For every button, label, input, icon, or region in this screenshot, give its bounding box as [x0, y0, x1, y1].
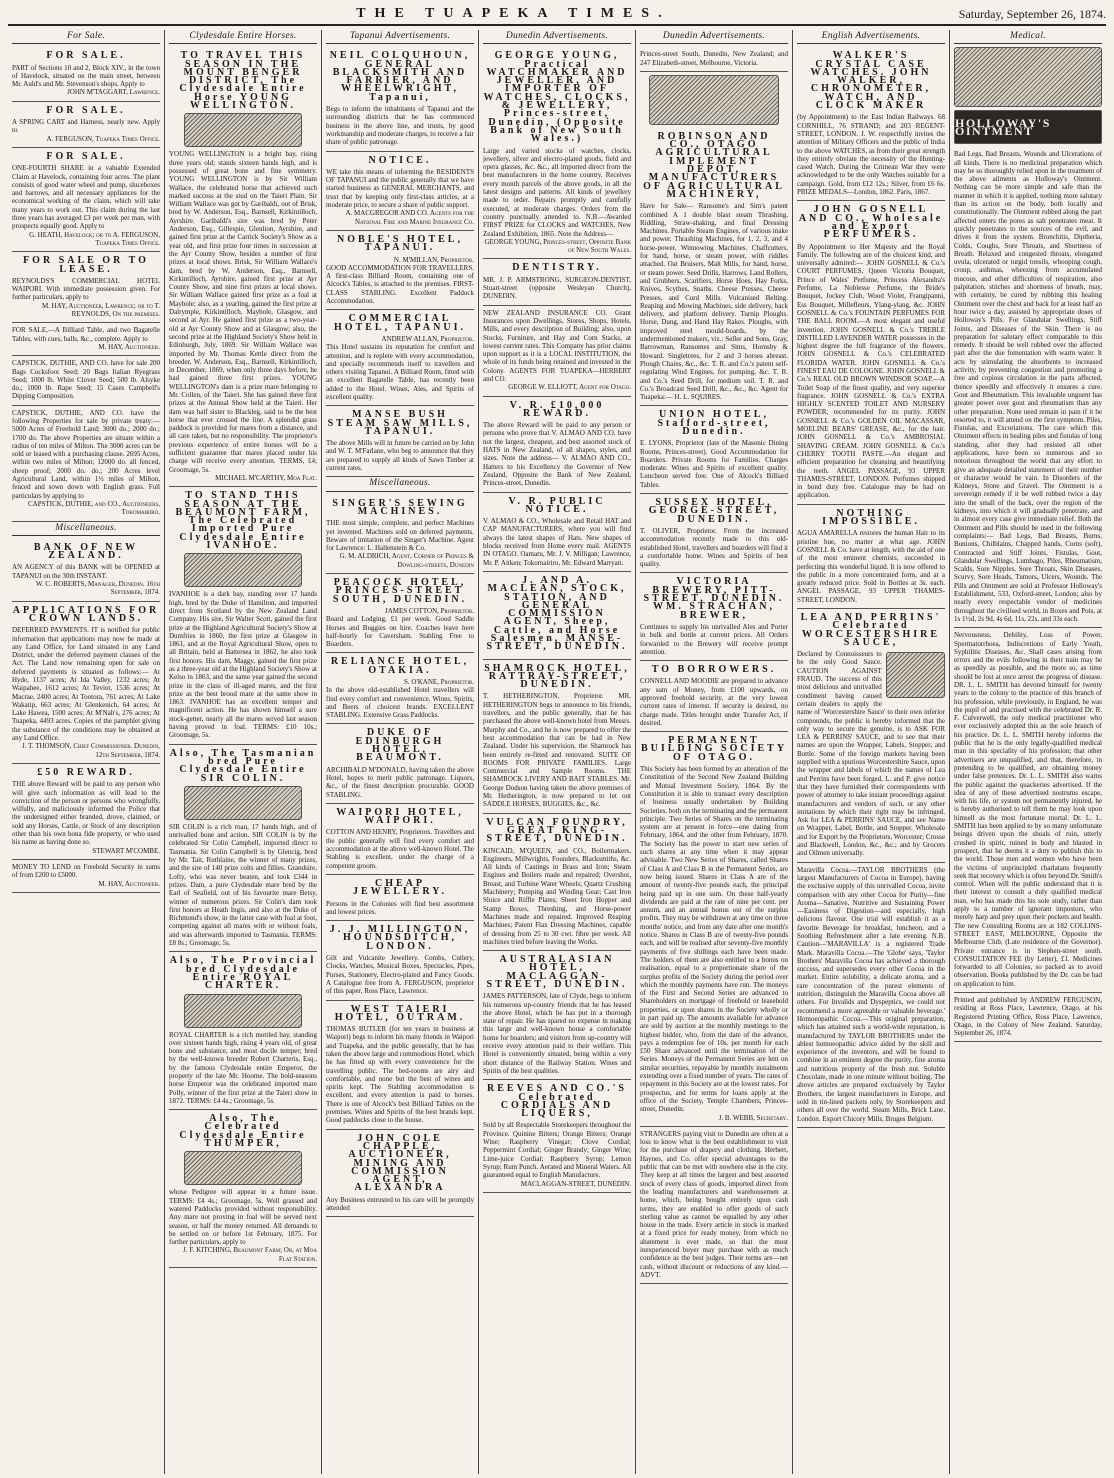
ad-block [640, 732, 788, 1127]
ad-block [12, 102, 160, 148]
ad-headline: WAIPORI HOTEL, WAIPORI. [336, 806, 464, 827]
horse-engraving [184, 786, 302, 820]
ad-block [640, 661, 788, 732]
ad-body: NEW ZEALAND INSURANCE CO. Grant Insurances upon Dwellings, Stores, Shops, Hotels, Mills, and every description of Building; also, upon Stocks, Furniture, and Hay and Corn Stacks, at lowest current rates. This Company has prior claims upon support as it is a LOCAL INSTITUTION, the whole of its funds being retained and invested in the Colony. AGENTS FOR TUAPEKA—HERBERT and CO. [483, 308, 631, 383]
ad-headline: UNION HOTEL, Stafford-street, Dunedin. [657, 409, 771, 437]
horse-engraving [184, 113, 302, 147]
ad-block [483, 951, 631, 1080]
ad-headline: J. AND A. MACLEAN, STOCK, STATION, AND GENERAL COMMISSION AGENT, Sheep, Cattle, and Horse Salesmen, MANSE-STREET, DUNEDIN. [486, 574, 628, 653]
ad-signature: M. HAY, Auctioneer. [98, 879, 160, 888]
ad-headline: V. R. PUBLIC NOTICE. [508, 495, 606, 515]
ad-block [169, 1110, 317, 1268]
ad-headline: WEST TAIERI HOTEL, OUTRAM. [334, 1003, 466, 1023]
ad-body: IVANHOE is a dark bay, standing over 17 hands high, bred by the Duke of Hamilton, and imported direct from Scotland by the New Zealand Land Company. His sire, Sir Walter Scott, gained the first prize at the Highland Agricultural Society's Show at Dumfries in 1860, the first prize at Glasgow in 1861, and at the Royal Agricultural Show, open to all Britain, held at Battersea in 1862, he also took first honors. His dam, Maggy, gained the first prize as a three-year old at the Highland Society's Show at Kelso in 1863, and the same year gained the second prize in the class of ill-aged mares, and the first prize as the best brood mare at the same show in 1863. IVANHOE has an excellent temper and magnificent action. He has shown himself a sure stock-getter, nearly all the mares served last season having proved in foal. TERMS: £10 10s.; Groomage, 5s. [169, 590, 317, 740]
ad-body: FOR SALE,—A Billiard Table, and two Bagatelle Tables, with cues, balls, &c., complete. Apply to [12, 326, 160, 343]
ad-block [169, 952, 317, 1110]
ad-headline: FOR SALE OR TO LEASE. [23, 255, 149, 275]
ad-signature: J. B. WEBB, Secretary. [718, 1113, 788, 1122]
ad-block [12, 860, 160, 893]
ad-block [169, 47, 317, 487]
ad-headline: SINGER'S SEWING MACHINES. [332, 497, 468, 517]
ad-block [483, 572, 631, 660]
ad-body: COTTON AND HENRY, Proprietors. Travellers and the public generally will find every comfort and accommodation at the above well-known Hotel. The Stabling is excellent, under the charge of a competent groom. [326, 828, 474, 870]
ad-headline: Also, The Provincial bred Clydesdale Entire ROYAL CHARTER. [169, 955, 317, 992]
column-subheading: Miscellaneous. [12, 522, 160, 536]
ad-body: AGUA AMARELLA restores the human Hair to its pristine hue, no matter at what age. JOHN GOSNELL & Co. have at length, with the aid of one of the most eminent chemists, succeeded in perfecting this wonderful liquid. It is now offered to the public in a more concentrated form, and at a greatly reduced price. Sold in Bottles at 3s. each. ANGEL PASSAGE, 93 UPPER THAMES-STREET, LONDON. [797, 529, 945, 604]
ad-body: Continues to supply his unrivalled Ales and Porter in bulk and bottle at current prices. All Orders forwarded to the Brewery will receive prompt attention. [640, 622, 788, 656]
ad-signature: G. HEATH, Havelock; or to A. FERGUSON, Tuapeka Times Office. [29, 230, 160, 247]
ad-block [12, 539, 160, 602]
ad-signature: M. HAY, Auctioneer. [98, 342, 160, 351]
ad-block [12, 148, 160, 252]
ad-block [326, 406, 474, 477]
column-heading: Dunedin Advertisements. [640, 30, 788, 44]
ad-headline: FOR SALE. [46, 50, 126, 62]
ad-body: WE take this means of informing the RESIDENTS OF TAPANUI and the public generally that we have started business as GENERAL MERCHANTS, and trust that by keeping only first-class articles, at a moderate price, to secure a share of public support. [326, 167, 474, 210]
ad-headline: JOHN GOSNELL AND CO., Wholesale and Export PERFUMERS. [798, 204, 944, 241]
ad-block [483, 397, 631, 493]
ad-block [954, 147, 1102, 628]
horse-engraving [184, 553, 302, 587]
ad-body: PART of Sections 10 and 2, Block XIV., in the town of Havelock, situated on the main street, between Mr. Auld's and Mr. Stevenson's shops. Apply to [12, 63, 160, 89]
ad-block [640, 1127, 788, 1284]
ad-block [12, 47, 160, 101]
ad-block [954, 628, 1102, 993]
ad-block [483, 814, 631, 951]
ad-block [169, 487, 317, 744]
ad-block [12, 356, 160, 405]
ad-body: Declared by Connoisseurs to be the only Good Sauce. CAUTION AGAINST FRAUD. The success of this most delicious and unrivalled condiment having caused certain dealers to apply the name of 'Worcestershire Sauce' to their own inferior compounds, the public is hereby informed that the only way to secure the genuine, is to ASK FOR LEA & PERRINS' SAUCE, and to see that their names are upon the Wrapper, Labels, Stopper, and Bottle. Some of the foreign markets having been supplied with a spurious Worcestershire Sauce, upon the wrapper and labels of which the names of Lea and Perrins have been forged, L. and P. give notice that they have furnished their correspondents with power of attorney to take instant proceedings against manufacturers and vendors of such, or any other imitations by which their right may be infringed. Ask for LEA & PERRINS' SAUCE, and see Name on Wrapper, Label, Bottle, and Stopper. Wholesale and for Export by the Proprietors, Worcester; Crosse and Blackwell, London, &c., &c.; and by Grocers and Oilmen universally. [797, 650, 945, 858]
ad-body: REYNOLDS'S COMMERCIAL HOTEL WAIPORI. With immediate possession given. For further particulars, apply to [12, 276, 160, 302]
sauce-bottle-engraving [886, 652, 945, 698]
ad-headline: TO STAND THIS SEASON AT THE BEAUMONT FARM, The Celebrated Imported Pure Clydesdale Entire IVANHOE. [175, 490, 311, 552]
issue-date: Saturday, September 26, 1874. [958, 7, 1106, 21]
ad-headline: VICTORIA BREWERY, PITT-STREET, DUNEDIN. WM. STRACHAN, BREWER, [643, 576, 785, 621]
ad-body: JAMES PATTERSON, late of Clyde, begs to inform his numerous up-country friends that he has leased the above Hotel, which he has put in a thorough state of repair. He has spared no expense in making this large and well-known house a comfortable home for boarders; and visitors from up-country will receive every attention paid to their welfare. This Hotel is conveniently situated, being within a very short distance of the Railway Station. Wines and Spirits of the best qualities. [483, 992, 631, 1075]
ad-headline: FOR SALE. [46, 104, 126, 116]
column-heading: For Sale. [12, 30, 160, 44]
ad-body: Princes-street South, Dunedin, New Zealand; and 247 Elizabeth-street, Melbourne, Victoria. [640, 50, 788, 67]
ad-block [640, 406, 788, 494]
ad-headline: PERMANENT BUILDING SOCIETY OF OTAGO. [640, 735, 788, 763]
ad-block [483, 47, 631, 259]
column-heading: Dunedin Advertisements. [483, 30, 631, 44]
column-heading: Tapanui Advertisements. [326, 30, 474, 44]
ad-block [326, 47, 474, 151]
ad-body: ONE-FOURTH SHARE in a valuable Extended Claim at Havelock, containing four acres. The plant consists of good water wheel and pump, sluceboxes and barrows, and all necessary appliances for the economical working of the claim, which will take many years to work out. This claim during the last three years has averaged £3 per week per man, with prospects equally good. Apply to [12, 164, 160, 231]
ad-headline: REEVES AND CO.'S Celebrated CORDIALS AND LIQUERS, [487, 1083, 627, 1120]
ad-block [12, 252, 160, 323]
ad-body: Begs to inform the inhabitants of Tapanui and the surrounding districts that he has commenced business in the above line, and trusts, by good workmanship and moderate charges, to receive a fair share of public patronage. [326, 105, 474, 147]
ad-headline: LEA AND PERRINS' Celebrated WORCESTERSHIRE SAUCE, [800, 612, 942, 648]
ad-body: Maravilla Cocoa.—TAYLOR BROTHERS (the largest Manufacturers of Cocoa in Europe), having the exclusive supply of this unrivalled Cocoa, invite comparison with any other Cocoa for Purity—fine Aroma—Sanative, Nutritive and Sustaining Power—Easiness of Digestion—and especially, high delicious flavour. One trial will establish it as a favorite Beverage for breakfast, luncheon, and a Soothing Refreshment after a late evening. N.B. Caution—'MARAVILLA' is a registered Trade Mark. Maravilla Cocoa.—The 'Globe' says, 'Taylor Brothers' Maravilla Cocoa has achieved a thorough success, and supersedes every other Cocoa in the market. Entire solubility, a delicate aroma, and a rare concentration of the purest elements of nutrition, distinguish the Maravilla Cocoa above all others. For Invalids and Dyspeptics, we could not recommend a more agreeable or valuable beverage.' Homoeopathic Cocoa.—This original preparation, which has attained such a world-wide reputation, is manufactured by TAYLOR BROTHERS under the ablest homoeopathic advice aided by the skill and experience of the inventors, and will be found to combine in an eminent degree the purity, fine aroma and nutritious property of the fresh nut. Soluble Chocolate, made in one minute without boiling. The above articles are prepared exclusively by Taylor Brothers, the largest manufacturers in Europe, and sold in tin-lined packets only, by Storekeepers and others all over the world. Steam Mills, Brick Lane, London. Export Chicory Mills, Bruges Belgium. [797, 865, 945, 1123]
ad-signature: GEORGE YOUNG, Princes-street, Opposite Bank of New South Wales. [484, 237, 631, 255]
ad-block [640, 47, 788, 72]
ad-signature: A. MACGREGOR AND CO. Agents for the National Fire and Marine Insurance Co. [345, 209, 474, 226]
ad-body: DEFERRED PAYMENTS. IT is notified for public information that applications may now be made at any Land Office, for Land situated in any Land District, under the deferred payment clauses of the Act. The Land now remaining open for sale on deferred payments is situated as follows:— At Hyde, 1137 acres; At Ida Valley, 1232 acres; At Waipahee, 1612 acres; At Teviot, 1536 acres; At Macrae, 2400 acres; At Tootora, 761 acres; At Lake Wakatip, 663 acres; At Glenkenich, 64 acres; At Lake Hawea, 1500 acres; At M'Nab's, 276 acres; At Tuapeka, 4493 acres. Copies of the pamphlet giving the substance of the conditions may be obtained at any Land Office. [12, 626, 160, 743]
ad-block [326, 495, 474, 574]
ad-body: GOOD ACCOMMODATION FOR TRAVELLERS. A first-class Billiard Room, containing one of Alcock's Tables, is attached to the premises. FIRST-CLASS STABLING. Excellent Paddock Accommodation. [326, 263, 474, 306]
ad-block [326, 152, 474, 231]
ad-signature: G. M. ALDRICH, Agent, Corner of Princes & Dowling-streets, Dunedin [339, 552, 474, 569]
ad-signature: ANDREW ALLAN, Proprietor. [381, 334, 474, 343]
ad-headline: FOR SALE. [46, 150, 126, 162]
ad-block [326, 310, 474, 406]
imprint [954, 993, 1102, 1042]
ad-signature: M. HAY, Auctioneer, Lawrence; or to T. REYNOLDS, On the premises. [41, 301, 160, 319]
ad-headline: NOBLE'S HOTEL, TAPANUI. [337, 233, 463, 254]
ad-body: A SPRING CART and Harness, nearly new. Apply to [12, 118, 160, 135]
masthead [8, 4, 1106, 26]
ad-headline: VULCAN FOUNDRY, GREAT KING-STREET, DUNEDIN. [486, 816, 628, 845]
ad-block [12, 323, 160, 356]
ad-block [12, 764, 160, 860]
column-heading: Medical. [954, 30, 1102, 44]
ad-body: CAPSTICK, DUTHIE, AND CO. have the following Properties for sale by private treaty:— 5000 Acres of Freehold Land; 3000 do.; 2000 do.; 1700 do. The above Properties are situate within a radius of ten miles of Milton. The 3000 acres can be sold or leased with a purchasing clause. 2695 Acres, within two miles of Milton; 12000 do. all fenced, sheep proof; 2000 do. do.; 200 Acres level Agricultural Land, within 1½ miles of Milton, fenced and sown down with English grass. Full particulars by applying to [12, 408, 160, 500]
ad-body: YOUNG WELLINGTON is a bright bay, rising three years old; stands sixteen hands high, and is possessed of great bone and fine symmetry. YOUNG WELLINGTON is by Sir William Wallace, the celebrated horse that achieved such marked success at the stud on the Taieri Plain. Sir William Wallace was got by Garibaldi, out of Brisk, bred by W. Anderson, Esq., Barnsell, Kirkintilloch, Ayrshire. Garibaldi's sire was bred by Peter Anderson, Esq., Gillespie, Glenlion, Ayrshire, and gained first prize at the Carrick Society's Show as a year old, and first prize four times in succession at the Ayr County Show, besides a number of first prizes at local shows. Brisk, Sir William Wallace's dam, bred by W. Anderson, Esq., Barnsell, Kirkintilloch, Ayrshire, gained first prize at Ayr County Show, and nine first prizes at local shows. Sir William Wallace gained first prize as a foal at Maybole; also, as a yearling, gained the first prize at Dalrymple, Kirkintilloch, Maybole, Glasgow, and second at Ayr. He gained first prize as a two-year-old at Ayr County Show and at Glasgow; also, the second prize at the Highland Society's Show held in Edinburgh, July, 1869. Sir William Wallace was imported by Mr. Thomas Kettle direct from the breeder, W. Anderson, Esq., Barnsell, Kirkintilloch, in December, 1869, when only three days before, he had gained three first prizes. YOUNG WELLINGTON's dam is a prize mare belonging to Mr. Collen, of the Taieri. She has gained three first prizes at the Annual Show held at the Taieri. Her dam was half sister to Blackleg, said to be the best horse that ever crossed the line. A splendid grass paddock is provided for mares from a distance, and all care taken, but no responsibility. The proprietor's previous experience of entire horses will be a sufficient guarantee that mares placed under his charge will receive every attention. TERMS, £4; Groomage, 5s. [169, 150, 317, 474]
ad-headline: J. J. MILLINGTON, HOUNDSDITCH, LONDON. [329, 924, 471, 952]
page-columns [8, 30, 1106, 1474]
ad-block [483, 306, 631, 397]
ad-signature: JOHN M'TAGGART, Lawrence. [67, 88, 160, 97]
ad-headline: AUSTRALASIAN HOTEL, MACLAGGAN-STREET, DUNEDIN. [486, 954, 628, 990]
ad-block [797, 47, 945, 201]
ad-headline: CHEAP JEWELLERY. [352, 877, 448, 898]
column-clydesdale [165, 30, 322, 1474]
column-tapanui [322, 30, 479, 1474]
ad-headline: Also, The Celebrated Clydesdale Entire THUMPER, [179, 1113, 307, 1150]
ad-headline: NOTICE. [368, 154, 432, 166]
ad-body: Board and Lodging, £1 per week. Good Saddle Horses and Buggies on hire. Coaches leave here half-hourly for Caversham. Stabling Free to Boarders. [326, 615, 474, 649]
horse-engraving [184, 1151, 302, 1185]
ad-headline: £50 REWARD. [37, 766, 135, 778]
ad-body: (by Appointment) to the East Indian Railways. 68 CORNHILL, 76 STRAND; and 203 REGENT-STREET, LONDON. J. W. respectfully invites the attention of Military Officers and the public of India to the above WATCHES, as from their great strength they entirely obviate the necessity of the Hunting-cased Watch. During the Crimean War they were acknowledged to be the only Watches suitable for a campaign. Gold, from £12 12s.; Silver, from £6 6s. PRIZE MEDALS—London, 1862. Paris, 1867. [797, 113, 945, 197]
ad-signature: J. F. KITCHING, Beaumont Farm; Or, at Moa Flat Station. [183, 1246, 317, 1263]
ad-body: MONEY TO LEND on Freehold Security in sums of from £200 to £5000. [12, 862, 160, 880]
ad-headline: DENTISTRY. [512, 262, 602, 274]
ad-signature: STEWART M'COMBE. [92, 846, 160, 855]
ad-block [640, 494, 788, 573]
ad-block [483, 259, 631, 305]
ad-block [640, 573, 788, 661]
ad-headline: ROBINSON AND CO., OTAGO AGRICULTURAL IMPLEMENT DEPOT, MANUFACTURERS OF AGRICULTURAL MACHINERY, [643, 130, 785, 200]
ad-body: V. ALMAO & CO., Wholesale and Retail HAT and CAP MANUFACTURERS, where you will find always the latest shapes of Hats. New shapes of blocks received from Home every mail. AGENTS IN OTAGO. Oamaru, Mr. J. V. Milligan; Lawrence, Mr. P. Aitken; Tokomairiro, Mr. Edward Marryatt. [483, 517, 631, 567]
column-medical [950, 30, 1106, 1474]
ad-body: STRANGERS paying visit to Dunedin are often at a loss to know what is the best establishment to visit for the purchase of drapery and clothing. Herbert, Haynes, and Co. offer special advantages to the public that can be met with nowhere else in the city. They keep at all times the largest and best assorted stock of every class of goods, imported direct from the leading manufacturers and warehousemen at home, which, being bought entirely upon cash terms, they are enabled to offer goods of such sterling value as cannot be equalled by any other house in the trade. Every article in stock is marked at a fixed price for ready money, from which no abatement is ever made, so that the most inexperienced buyer may purchase with as much confidence as the best judges. Their terms are—net cash, without discount or reductions of any kind.—ADVT. [640, 1129, 788, 1279]
ad-body: CONNELL AND MOODIE are prepared to advance any sum of Money, from £100 upwards, on approved freehold security, at the very lowest current rates of interest. If security is desired, no charge made. Titles brought under Transfer Act, if desired. [640, 677, 788, 727]
ad-signature: W. C. ROBERTS, Manager, Dunedin. 16th September, 1874. [35, 580, 160, 597]
ad-headline: GEORGE YOUNG, Practical WATCHMAKER AND JEWELLER, AND IMPORTER OF WATCHES, CLOCKS, & JEWELLERY, Princes-street, Dunedin, (Opposite Bank of New South Wales.) [483, 50, 631, 145]
ad-body: Any Business entrusted to his care will be promptly attended [326, 1195, 474, 1213]
ad-headline: RELIANCE HOTEL, OTAKIA. [330, 656, 470, 676]
ad-headline: TO TRAVEL THIS SEASON IN THE MOUNT BENGER DISTRICT, The Clydesdale Entire Horse YOUNG WELLINGTON. [179, 50, 307, 112]
ad-headline: MANSE BUSH STEAM SAW MILLS, TAPANUI. [327, 409, 473, 437]
ad-block [326, 875, 474, 921]
ad-body: Bad Legs, Bad Breasts, Wounds and Ulcerations of all kinds. There is no medicinal preparation which may be so thoroughly relied upon in the treatment of the above ailments as Holloway's Ointment. Nothing can be more simple and safe than the manner in which it is applied, nothing more salutary than its action on the body, both locally and constitutionally. The Ointment rubbed along the part affected enters the pores as salt penetrates meat. It quickly penetrates to the sources of the evil, and drives it from the system. Bronchitis, Diptheria, Colds, Coughs, Sore Throats, and Shortness of Breath. Relaxed and congested throats, elongated uvula, ulcerated or turgid tonsils, whooping cough, croup, asthmas, wheezing from accumulated mucous, and other difficulties of respiration, also palpitation, stitches and shortness of breath, may, with certainty, be cured by rubbing this healing Ointment over the chest and back for at least half an hour twice a day, assisted by appropriate doses of Holloway's Pills. For Glandular Swellings, Stiff Joints, and Diseases of the Skin. There is no preparation for salutary effect comparable to this remedy. It should be well rubbed over the affected part after the due fomentation with warm water. It acts by stimulating the absorbents to increased activity, by preventing congestion and promoting a free and copious circulation in the parts affected, thence speedily and effectively it ensures a cure. Gout and Rheumatism. This invaluable unguent has greater power over gout and rheumatism than any other preparation. None need remain in pain if it be resorted to, it will attend on the first symptom. Piles, Fistulas, and Excoriations. The care which this Ointment effects in healing piles and fistulas of long standing, after they had resisted all other applications, have been so numerous and so notorious throughout the world that any effort to give an adequate detailed statement of their number or character would be vain. In Disorders of the Kidneys, Stone and Gravel. The Ointment is a sovereign remedy if it be well rubbed twice a day into the small of the back, over the region of the kidneys, into which it will gradually penetrate, and in almost every case give immediate relief. Both the Ointment and Pills should be used in the following complaints:— Bad Legs, Bad Breasts, Burns, Bunions, Chilblains, Chapped hands, Corns (soft), Contracted and Stiff Joints, Fistulas, Gout, Glandular Swellings, Lumbago, Piles, Rheumatism, Scalds, Sore Nipples, Sore Throats, Skin Diseases, Scurvy, Sore Heads, Tumors, Ulcers, Wounds. The Pills and Ointment are sold at Professor Holloway's Establishment, 533, Oxford-street, London; also by nearly every respectable vendor of medicines throughout the civilised world, in Boxes and Pots, at 1s 1½d, 2s 9d, 4s 6d, 11s, 22s, and 33s each. [954, 150, 1102, 623]
ad-block [797, 863, 945, 1128]
ad-block [797, 609, 945, 863]
ad-headline: Also, The Tasmanian bred Pure Clydesdale Entire SIR COLIN. [169, 747, 317, 784]
ad-body: The above Reward will be paid to any person or persons who prove that V. ALMAO AND CO. have not the largest, cheapest, and best assorted stock of HATS in New Zealand, of all shapes, styles, and sizes. Note the address— V. ALMAO AND CO., Hatters to his Excellency the Governor of New Zealand, Opposite the Bank of New Zealand, Princes-street, Dunedin. [483, 421, 631, 488]
ad-block [640, 128, 788, 407]
ointment-banner: HOLLOWAY'S OINTMENT [954, 110, 1102, 144]
horse-engraving [184, 994, 302, 1028]
column-dunedin-2 [636, 30, 793, 1474]
ad-block [169, 745, 317, 953]
column-english [793, 30, 950, 1474]
ad-headline: WALKER'S CRYSTAL CASE WATCHES. JOHN WALKER, CHRONOMETER, WATCH, AND CLOCK MAKER [810, 50, 932, 112]
ad-headline: SUSSEX HOTEL, GEORGE-STREET, DUNEDIN. [648, 497, 780, 525]
ad-headline: NEIL COLQUHOUN, GENERAL BLACKSMITH AND FARRIER, AND WHEELWRIGHT, Tapanui, [329, 50, 471, 103]
ad-signature: J. T. THOMSON, Chief Commissioner. Dunedin, 12th September, 1874. [21, 742, 160, 759]
ad-signature: JAMES COTTON, Proprietor. [384, 606, 474, 615]
ad-body: ARCHIBALD M'DONALD, having taken the above Hotel, hopes to merit public patronage. Liquors, &c., of the finest description procurable. GOOD STABLING. [326, 765, 474, 799]
ad-signature: N. M'MILLAN, Proprietor. [393, 255, 474, 264]
ad-headline: NOTHING IMPOSSIBLE. [822, 507, 920, 528]
ad-body: MR. J. P. ARMSTRONG, SURGEON-DENTIST, Stuart-street (opposite Wesleyan Church), DUNEDIN. [483, 275, 631, 301]
printer-imprint: Printed and published by ANDREW FERGUSON, residing at Ross Place, Lawrence, Otago, at his Registered Printing Office, Ross Place, Lawrence, Otago, in the Colony of New Zealand. Saturday, September 26, 1874. [954, 995, 1102, 1038]
ad-block [483, 1080, 631, 1193]
ad-body: Nervousness, Debility, Loss of Power, Spermatorrhoea, Indiscretions of Early Youth, Syphilitic Diseases, &c. Shall cases arising from errors and the evils following in their train may be as speedily as possible, and the more so, as time should be lost at once arrest the progress of disease. DR. L. L. SMITH has devoted himself for twenty years to the colony to the practice of this branch of his profession, while previously, in England, he was the pupil of and practised with the celebrated Dr. R. F. Culverwell, the only medical practitioner who ever exclusively adopted this as the sole branch of his practice. Dr. L. L. SMITH hereby informs the public that he is the only legally-qualified medical man in this speciality of his profession; that other advertisers are unqualified, and that, therefore, in pretending to be qualified, are obtaining money under false pretences. Dr. L. L. SMITH also warns the public against the quackeries advertised. If the idea of any of these advertised nostrums escape, with his life, or system not permanently injured, he is hereby authorised to tell them he may look upon himself as the most fortunate mortal. Dr. L. L. SMITH has been applied to by so many unfortunate beings driven upon the shoals of ruin, utterly crushed in spirit, ruined in body and blasted in prospect, that he deems it a duty to publish this to the world. Those men and women who have been the victims of unprincipled charlatans frequently seek that recovery which is often beyond Dr. Smith's control. When will the public understand that it is their interest to consult a duly qualified medical man, who has made this his sole study, rather than apply to a number of ignorant impostors, who merely harp and prey upon their pockets and health. The new Consulting Rooms are at 182 COLLINS-STREET EAST, MELBOURNE, Opposite the Melbourne Club, (Late residence of the Governor). Private entrance is in Stephen-street south. CONSULTATION FEE (by Letter), £1. Medicines forwarded to all Colonies, so packed as to avoid observation. Books published by the Dr. can be had on application to him. [954, 631, 1102, 988]
ad-headline: SHAMROCK HOTEL, RATTRAY-STREET, DUNEDIN. [484, 662, 630, 691]
ad-headline: V. R. £10,000 REWARD. [509, 399, 605, 419]
ad-body: ROYAL CHARTER is a rich mottled bay, standing over sixteen hands high, rising 4 years old, of great bone and substance, and most docile temper; bred by the well-known breeder Robert Charteris, Esq., by the famous Clydesdale entire Emperor, the property of the late Mr. Hoome. The bold-seasons horse Emperor was the celebrated imported mare Polly, winner of the first prize at the Taieri show in 1872. TERMS: £4 4s.; Groomage, 5s. [169, 1030, 317, 1105]
ad-signature: MACLAGGAN-STREET, DUNEDIN. [520, 1179, 631, 1188]
ad-body: This Hotel sustains its reputation for comfort and attention, and is replete with every accommodation, and specially recommends itself to travellers and others visiting Tapanui. A Billiard Room, fitted with an excellent Bagatelle Table, has recently been added to the Hotel. Wines, Ales, and Spirits of excellent quality. [326, 343, 474, 401]
ad-body: Have for Sale— Ransome's and Sim's patent combined A 1 double blast steam Thrashing, Riddling, Straw-shaking, and final Dressing Machines. Portable Steam Engines, of various make and power. Thrashing Machines, for 1, 2, 3, and 4 horse-power. Winnowing Machines. Chaffcutters, for hand, horse, or steam power, with riddles attached. Oat Bruisers, Malt Mills, for hand, horse, or steam power. Seed Drills, Harrows, Land Rollers, and Grubbers. Scarifiers, Horse Hoes, Hay Forks, Knives, Scythes, Snaths. Cheese Presses, Cheese Presses, and Curd Mills. Vulcanised Belting. Reaping and Mowing Machines, side delivery, back delivery, and platform delivery. Turnip Ploughs. Horse, Dung, and Hand Hay Rakes. Ploughs, with improved steel mould-boards, by the undermentioned makers, viz.: Seller and Sons, Gray, Barrowman, Ransomes and Sims, Hornsby & Howard. Singletrees, for 2 and 3 horses abreast. Plough Chains, &c., &c. T. R. and Co.'s patent self-regulating Wind Engines, for pumping, &c. T. R. and Co.'s Seed Drill, for medium soil. T. R. and Co.'s Broadcast Seed Drill, &c., &c., &c. Agent for Tuapeka:— H. L. SQUIRES. [640, 202, 788, 402]
ad-block [797, 505, 945, 609]
ad-body: THE above Reward will be paid to any person who will give such information as will lead to the conviction of the person or persons who wrongfully, wilfully, and maliciously informed the Police that the undersigned either branded, drove, claimed, or sold any Horses, Cattle, or Stock of any description other than his own bona fide property, or who used his name as having done so. [12, 780, 160, 847]
ad-body: By Appointment to Her Majesty and the Royal Family. The following are of the choicest kind, and universally admired:— JOHN GOSNELL & Co.'s COURT PERFUMES, Queen Victoria Bouquet, Prince of Wales' Perfume, Princess Alexandra's Perfume, La Noblesse Perfume, the Bride's Bouquet, Jockey Club, Wood Violet, Frangipanni, Ess Bouquet, Millefleurs, Ylang-ylang, &c. JOHN GOSNELL & Co.'s FOUNTAIN PERFUMES FOR THE BALL ROOM.—A most elegant and useful invention. JOHN GOSNELL & Co.'s TREBLE DISTILLED LAVENDER WATER possesses in the highest degree the full fragrance of the flowers. JOHN GOSNELL & Co.'s CELEBRATED FLORIDA WATER. JOHN GOSNELL & Co.'s FINEST EAU DE COLOGNE. JOHN GOSNELL & Co.'s REAL OLD BROWN WINDSOR SOAP.—A Toilet Soap of the finest quality, and very superior fragrance. JOHN GOSNELL & Co.'s EXTRA HIGHLY SCENTED TOILET AND NURSERY POWDER, recommended for its purity. JOHN GOSNELL & Co.'s GOLDEN OIL MACASSAR, MOELINE BEARS' GREASE, &c., for the hair. JOHN GOSNELL & Co.'s AMBROSIAL SHAVING CREAM. JOHN GOSNELL & Co.'s CHERRY TOOTH PASTE.—An elegant and efficient preparation for cleansing and beautifying the teeth. ANGEL PASSAGE, 93 UPPER THAMES-STREET, LONDON. Perfumes shipped in bond duty free. Catalogue may be had on application. [797, 242, 945, 500]
ad-headline: APPLICATIONS FOR CROWN LANDS. [12, 604, 160, 624]
ad-body: SIR COLIN is a rich roan, 17 hands high, and of unrivalled bone and action. SIR COLIN is by the celebrated Sir Colin Campbell, imported direct to Tasmania. Sir Colin Campbell is by Glencig, bred by Mr. Tait, Ruthlaine, the winner of many prizes, and the sire of 140 prize colts and fillies. Grandsire, Lofty, who was never beaten, and took £344 in prizes. Dam, a pure Clydesdale mare bred by the Earl of Seafield, out of his favourite mare Betsy, winner of numerous prizes. Sir Colin's dam took first honors at Heath Ingis, and also at the Duke of Richmond's show, in the latter case with foal at foot, competing against all mares with or without foals, and was afterwards imported to Tasmania. TERMS: £8 8s.; Groomage, 5s. [169, 822, 317, 948]
ad-body: whose Pedigree will appear in a future issue. TERMS: £4 4s.; Groomage, 5s. Well grassed and watered Paddocks provided without responsibility. Any mare not proving in foal will be served next season, or half the money returned. All demands to be settled on or before 1st February, 1875. For further particulars, apply to [169, 1188, 317, 1247]
ad-body: THOMAS BUTLER (for ten years in business at Waipori) begs to inform his many friends in Waipori and Tuapeka, and the public generally, that he has taken the above large and commodious Hotel, which he has fitted up with every convenience for the travelling public. The bed-rooms are airy and comfortable, and none but the best of wines and spirits kept. The Stabling accommodation is excellent, and every attention is paid to horses. There is one of Alcock's best Billiard Tables on the premises. Wines and Spirits of the best brands kept. Good paddocks close to the house. [326, 1025, 474, 1125]
ad-block [326, 804, 474, 875]
ad-body: AN AGENCY of this BANK will be OPENED at TAPANUI on the 30th INSTANT. [12, 563, 160, 580]
ad-headline: PEACOCK HOTEL, PRINCES-STREET SOUTH, DUNEDIN. [332, 577, 468, 605]
ad-block [326, 231, 474, 310]
ad-headline: DUKE OF EDINBURGH HOTEL, BEAUMONT. [355, 727, 445, 764]
plough-engraving [649, 75, 779, 125]
ad-block [483, 493, 631, 572]
ad-body: In the above old-established Hotel travellers will find every comfort and convenience. Wines, Spirits, and Beers of choicest brands. EXCELLENT STABLING. Extensive Grass Paddocks. [326, 686, 474, 720]
ad-body: T. OLIVER, Proprietor. From the increased accommodation recently made to this old-established Hotel, travellers and boarders will find it a comfortable home. Wines and Spirits of best quality. [640, 526, 788, 569]
ad-body: Gilt and Vulcanite Jewellery. Combs, Cutlery, Clocks, Watches, Musical Boxes, Spectacles, Pipes, Purses, Stationery, Electro-plated and Fancy Goods. A Catalogue free from A. FERGUSON, proprietor of this paper, Ross Place, Lawrence. [326, 954, 474, 996]
ad-signature: A. FERGUSON, Tuapeka Times Office. [46, 134, 160, 143]
column-heading: Clydesdale Entire Horses. [169, 30, 317, 44]
newspaper-title: THE TUAPEKA TIMES. [356, 6, 671, 21]
column-for-sale [8, 30, 165, 1474]
ad-signature: S. O'KANE, Proprietor. [404, 678, 474, 686]
ad-body: Large and varied stocks of watches, clocks, jewellery, silver and electro-plated goods, field and opera glasses, &c. &c., all imported direct from the best manufacturers in the home country. Receives every month parcels of the above goods, in all the latest designs and patterns. All kinds of jewellery made to order. Repairs promptly and carefully executed, at moderate charges. Orders from the country punctually attended to. N.B.—Awarded FIRST PRIZE for CLOCKS and WATCHES, New Zealand Exhibition, 1865. Note the Address— [483, 146, 631, 238]
ad-block [797, 201, 945, 504]
ad-body: THE most simple, complete, and perfect Machines yet invented. Machines sold on deferred payments. Beware of imitation of the Singer's Machine. Agent for Lawrence: L. Hallenstein & Co. [326, 519, 474, 553]
ad-body: This Society has been formed by an alteration of the Constitution of the Second New Zealand Building and Mutual Investment Society, 1864. By the Constitution it is able to transact every description of business usually undertaken by Building Societies, both on the terminating and the permanent principle. Two Series of Shares on the terminating system are at present in force—one dating from February, 1864, and the other from February, 1870. The Society has the power to start new series of such shares at any time when it may appear advisable. Two New Series of Shares, called Shares of Class A and Class B in the Permanent Series, are now being issued. Shares in Class A are of the amount of twenty-five pounds each, the principal being paid up in one sum. On these half-yearly dividends are paid at the rate of nine per cent. per annum, and an annual bonus out of the surplus profits. They may be withdrawn at any time on three months' notice, and from any date after one month's notice. Shares in Class B are of twenty-five pounds each, and will be realised after seventy-five monthly payments of five shillings each have been made. The holders of them are also entitled to a bonus on realisation, equal to a proportionate share of the surplus profits of the Society during the period over which the monthly payments have run. The moneys of the First and Second Series are advanced to Shareholders on mortgage of freehold or leasehold properties, or upon shares in the Society wholly or in part paid up. The amounts available for advance are sold by auction at the monthly meetings to the highest bidder, who, from the date of the advance, pays a redemption fee of 10s. per month for each £50 Share advanced until the termination of the Series. Moneys of the Permanent Series are lent on similar securities, repayable by monthly instalments extending over a fixed number of years. The rates of repayment in this Society are at the lowest rates. For prospectus, and for terms for loans apply at the office of the Society, Temple Chambers, Princes-street, Dunedin. [640, 765, 788, 1114]
ad-signature: CAPSTICK, DUTHIE, and CO., Auctioneers, Tokomairiro. [28, 499, 160, 517]
ad-headline: BANK OF NEW ZEALAND. [33, 541, 139, 562]
ad-headline: JOHN COLE CHAPPLE, AUCTIONEER, MINING AND COMMISSION AGENT, ALEXANDRA [348, 1132, 452, 1194]
column-heading: English Advertisements. [797, 30, 945, 44]
ad-block [12, 602, 160, 764]
ad-body: E. LYONS, Proprietor (late of the Masonic Dining Rooms, Princes-street). Good Accommodation for Boarders. Private Rooms for Families. Charges moderate. Wines and Spirits of excellent quality. Luncheon served free. One of Alcock's Billiard Tables. [640, 439, 788, 489]
ad-headline: COMMERCIAL HOTEL, TAPANUI. [334, 313, 466, 333]
ad-block [326, 1001, 474, 1130]
ad-body: Persons in the Colonies will find best assortment and lowest prices. [326, 899, 474, 916]
ad-block [326, 653, 474, 724]
ad-body: Sold by all Respectable Storekeepers throughout the Province. Quinine Bitters; Orange Bitters; Orange Wine; Raspberry Vinegar; Clove Cordial; Peppermint Cordial; Ginger Brandy; Ginger Wine; Lime-juice Cordial; Raspberry Syrup; Lemon Syrup; Rum Punch. Aerated and Mineral Waters. All guaranteed equal to English Manufacture. [483, 1121, 631, 1180]
ad-signature: MICHAEL M'CARTHY, Moa Flat. [215, 473, 317, 482]
ad-block [326, 724, 474, 803]
ad-signature: GEORGE W. ELLIOTT, Agent for Otago. [508, 383, 631, 392]
ad-block [326, 1130, 474, 1218]
holloway-crest-engraving [954, 47, 1102, 107]
ad-block [326, 574, 474, 653]
ad-body: T. HETHERINGTON, Proprietor. MR. HETHERINGTON begs to announce to his friends, travellers, and the public generally, that he has purchased the above well-known hotel from Messrs. Murphy and Co., and he is now prepared to offer the best accommodation that can be had in New Zealand. Under his supervision, the Shamrock has been entirely re-fitted and renovated. SUITE OF ROOMS FOR PRIVATE FAMILIES. Large Commercial and Sample Rooms. THE SHAMROCK LIVERY AND BAIT STABLES. Mr. George Dodson having taken the above premises of Mr. Hetherington, is now prepared to let out SADDLE HORSES, BUGGIES, &c., &c. [483, 692, 631, 809]
ad-block [483, 660, 631, 814]
ad-body: CAPSTICK, DUTHIE, AND CO. have for sale 200 Bags Cocksfoot Seed; 20 Bags Italian Ryegrass Seed; 1000 lb. White Clover Seed; 500 lb. Alsyke do.; 1000 lb. Rape Seed; 15 Cases Campbell's Dipping Composition. [12, 359, 160, 401]
ad-body: KINCAID, M'QUEEN, and CO., Boilermakers, Engineers, Millwrights, Founders, Blacksmiths, &c. All kinds of Castings in Brass and Iron; Steam Engines and Boilers made and repaired; Overshot, Breast, and Turbine Water Wheels; Quartz Crushing Machinery; Pumping and Winding Gear; Cast Iron Sluice and Riffle Plates; Sheet Iron Hopper and Stamp Boxes, Threshing, and Horse-power Machines made and repaired. Improved Reaping Machines; Patent Flax Dressing Machines, capable of dressing from 25 to 30 cwt. fibre per week. All machines tried before leaving the Works. [483, 846, 631, 946]
ad-block [326, 921, 474, 1000]
column-subheading: Miscellaneous. [326, 477, 474, 491]
ad-block [12, 406, 160, 522]
column-dunedin-1 [479, 30, 636, 1474]
ad-headline: TO BORROWERS. [651, 664, 777, 676]
ad-body: The above Mills will in future be carried on by John and W. T. M'Farlane, who beg to announce that they are prepared to supply all kinds of Sawn Timber at current rates. [326, 439, 474, 473]
